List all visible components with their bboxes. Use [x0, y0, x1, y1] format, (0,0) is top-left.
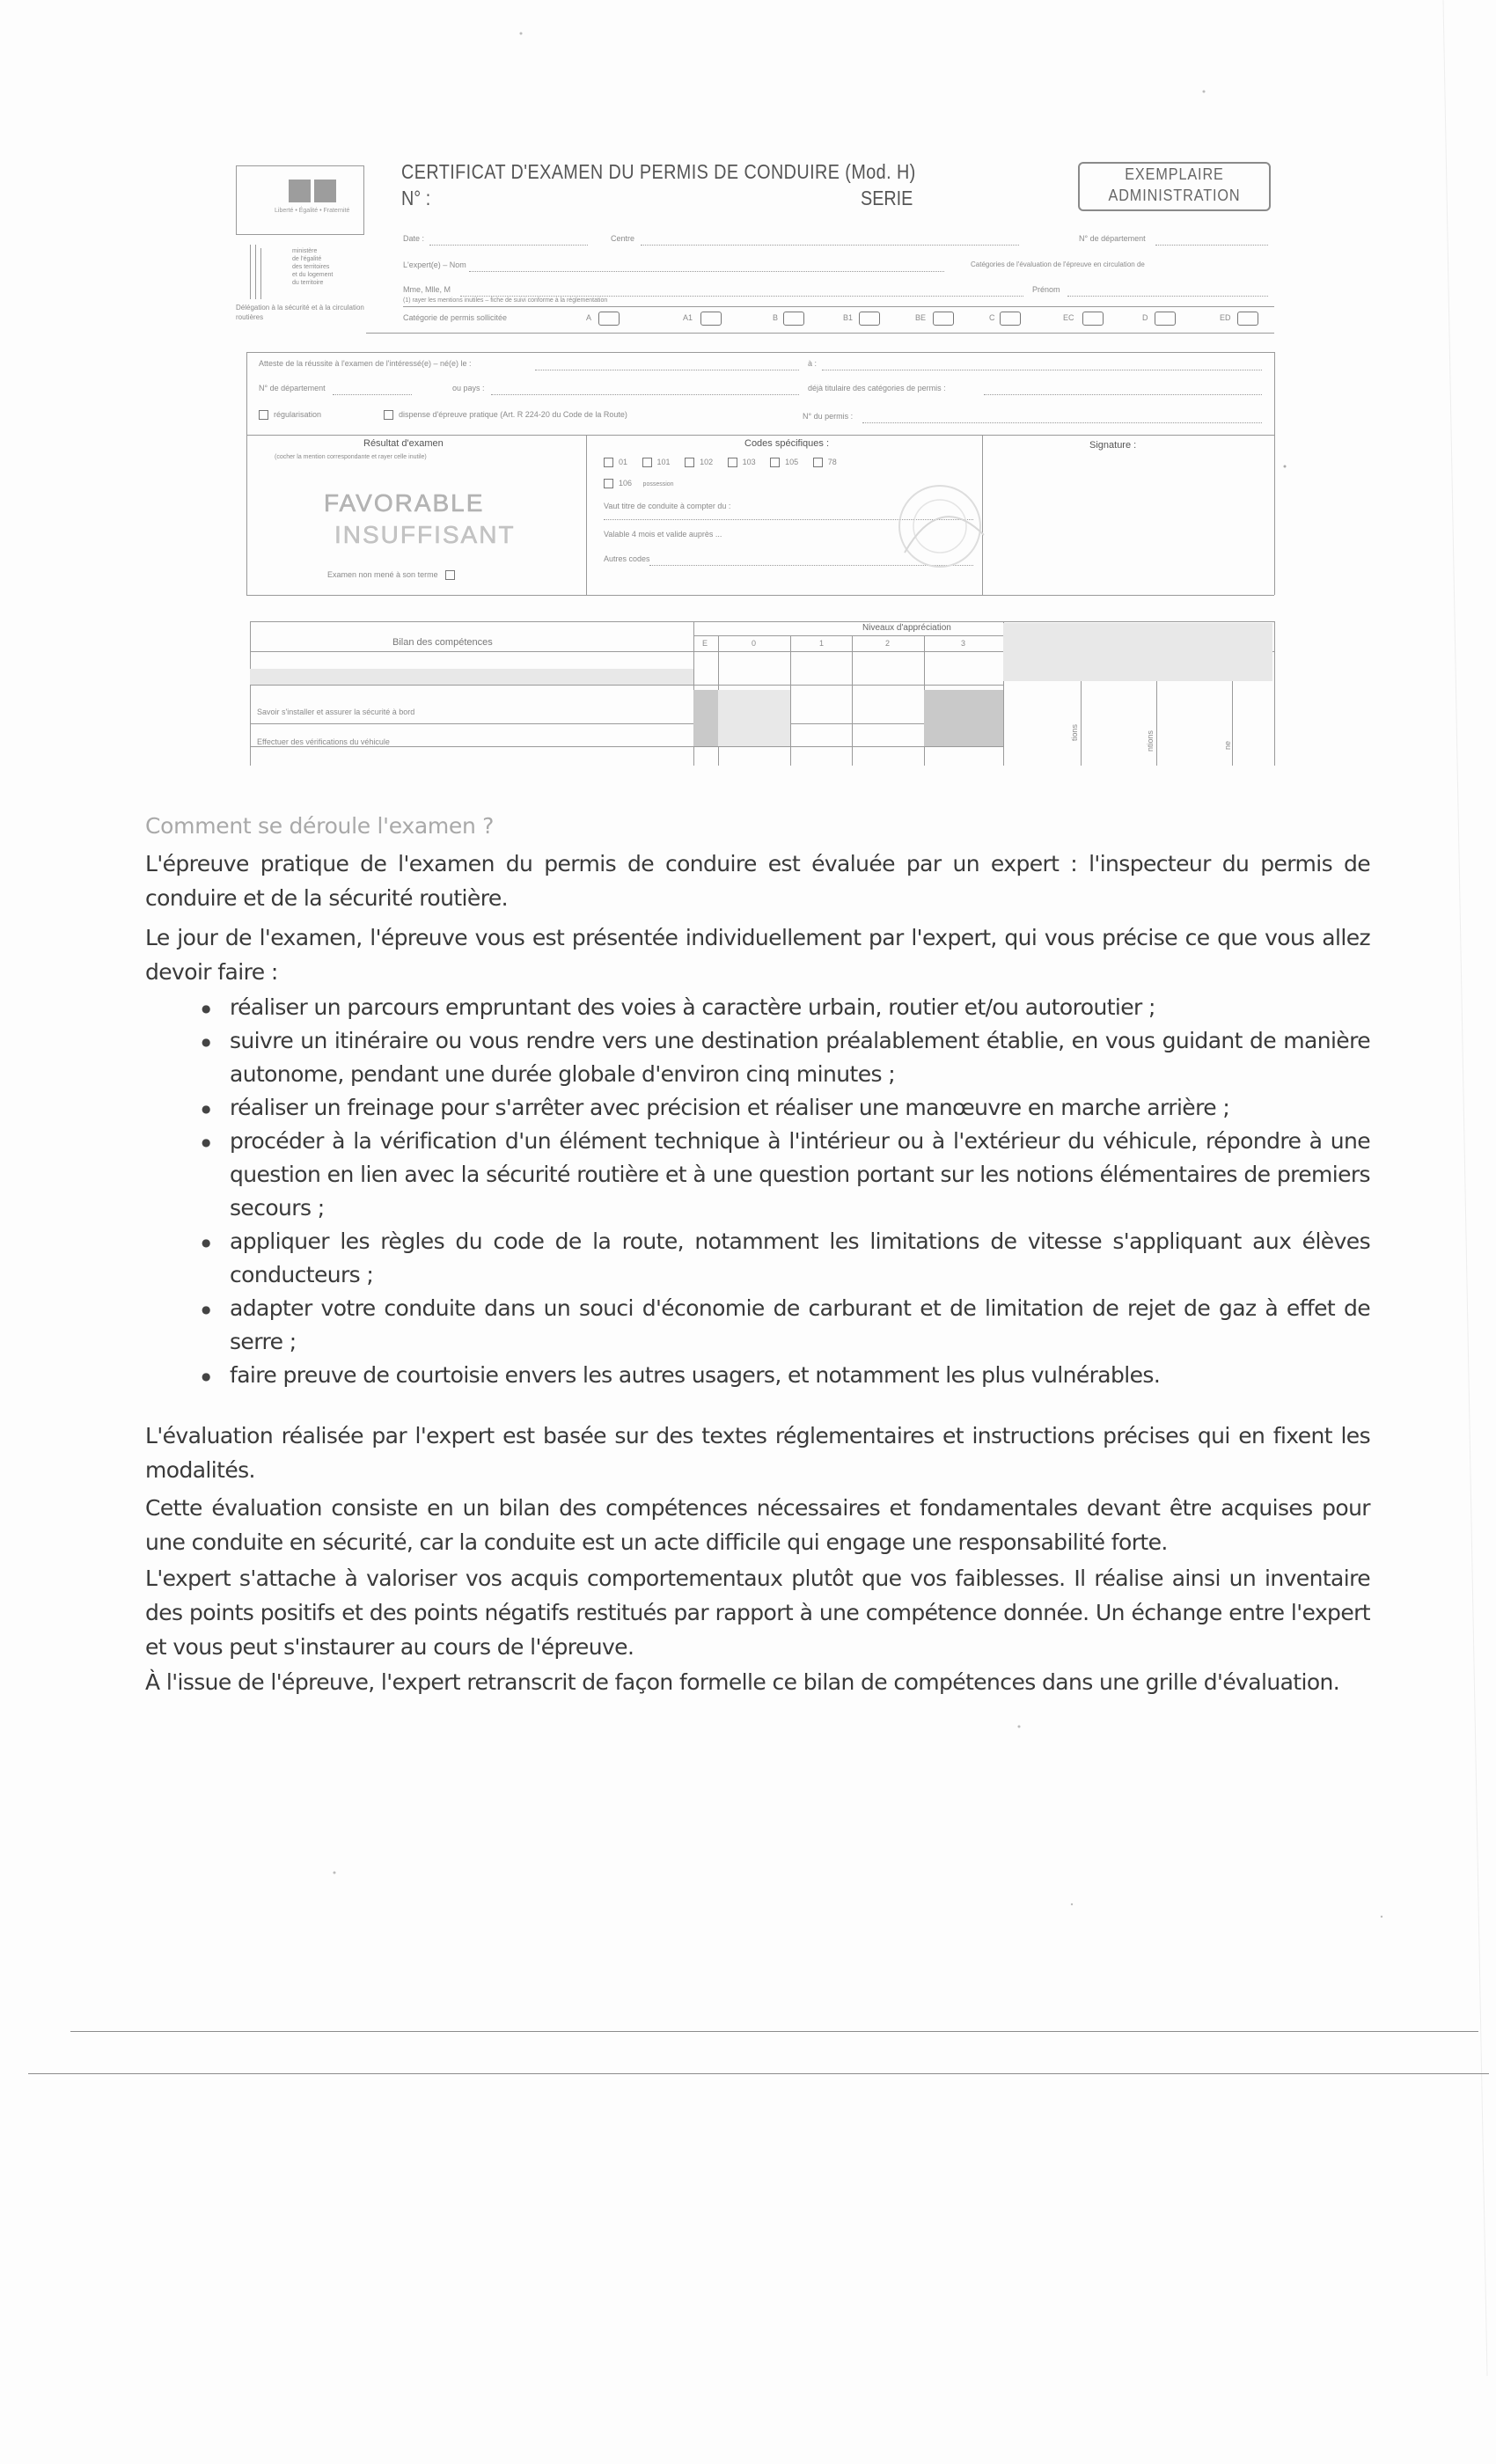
- bottom-rule-2: [28, 2073, 1489, 2074]
- bilan-header: Bilan des compétences: [392, 637, 493, 648]
- niveaux-header: Niveaux d'appréciation: [862, 623, 951, 633]
- cat-a1-checkbox: [700, 312, 722, 326]
- cat-c-checkbox: [1000, 312, 1021, 326]
- list-item: ● suivre un itinéraire ou vous rendre vers une destination préalablement établie, en vous guidant de manière autonome, pendant une durée globale d'environ cinq minutes ;: [198, 1024, 1370, 1091]
- list-item: ● réaliser un parcours empruntant des voies à caractère urbain, routier et/ou autoroutier ;: [198, 991, 1370, 1024]
- list-item: ● appliquer les règles du code de la route, notamment les limitations de vitesse s'appliquant aux élèves conducteurs ;: [198, 1225, 1370, 1292]
- bottom-rule: [70, 2031, 1478, 2032]
- form-serie-label: SERIE: [861, 187, 913, 209]
- form-title: CERTIFICAT D'EXAMEN DU PERMIS DE CONDUIRE (Mod. H): [401, 160, 916, 183]
- cat-ed-checkbox: [1237, 312, 1258, 326]
- paragraph-conclusion: À l'issue de l'épreuve, l'expert retranscrit de façon formelle ce bilan de compétences dans une grille d'évaluation.: [145, 1669, 1340, 1695]
- signature-label: Signature :: [1089, 440, 1137, 451]
- delegation-label: Délégation à la sécurité et à la circulation routières: [236, 304, 364, 321]
- paragraph-exam-day: Le jour de l'examen, l'épreuve vous est présentée individuellement par l'expert, qui vous précise ce que vous allez devoir faire :: [145, 925, 1370, 985]
- paragraph-expert: L'expert s'attache à valoriser vos acquis comportementaux plutôt que vos faiblesses. Il réalise ainsi un inventaire des points positifs et des points négatifs restitués par rapport à une compétence donnée. Un échange entre l'expert et vous peut s'instaurer au cours de l'épreuve.: [145, 1566, 1370, 1660]
- list-item: ● réaliser un freinage pour s'arrêter avec précision et réaliser une manœuvre en marche arrière ;: [198, 1091, 1370, 1125]
- cat-b1-checkbox: [859, 312, 880, 326]
- republic-logo: Liberté • Égalité • Fraternité: [262, 174, 363, 218]
- codes-header: Codes spécifiques :: [744, 438, 829, 449]
- insuffisant-mark: INSUFFISANT: [334, 521, 516, 548]
- cat-ec-checkbox: [1082, 312, 1104, 326]
- list-item: ● adapter votre conduite dans un souci d'économie de carburant et de limitation de rejet de gaz à effet de serre ;: [198, 1292, 1370, 1359]
- official-seal: [869, 473, 1010, 579]
- cat-be-checkbox: [933, 312, 954, 326]
- paragraph-competences: Cette évaluation consiste en un bilan des compétences nécessaires et fondamentales devant être acquises pour une conduite en sécurité, car la conduite est un acte difficile qui engage une responsabilité forte.: [145, 1495, 1370, 1555]
- exemplaire-stamp: EXEMPLAIRE ADMINISTRATION: [1078, 162, 1271, 211]
- paragraph-evaluation: L'évaluation réalisée par l'expert est basée sur des textes réglementaires et instructions précises qui en fixent les modalités.: [145, 1423, 1370, 1483]
- cat-d-checkbox: [1155, 312, 1176, 326]
- cat-a-checkbox: [598, 312, 620, 326]
- paragraph-intro: L'épreuve pratique de l'examen du permis de conduire est évaluée par un expert : l'inspecteur du permis de conduire et de la sécurité routière.: [145, 851, 1370, 911]
- cat-b-checkbox: [783, 312, 804, 326]
- result-header: Résultat d'examen: [363, 438, 444, 449]
- favorable-mark: FAVORABLE: [324, 489, 485, 517]
- list-item: ● procéder à la vérification d'un élément technique à l'intérieur ou à l'extérieur du véhicule, répondre à une question en lien avec la sécurité routière et à une question portant sur les notions élémentaires de premiers secours ;: [198, 1125, 1370, 1225]
- exam-certificate-form: Liberté • Égalité • Fraternité ministère de l'égalité des territoires et du logement du territoire Délégation à la sécurité et à la circulation routières CERTIFICAT D'EXAMEN DU PERMIS DE CONDUIRE (Mod. H) N° : SERIE EXEMPLAIRE ADMINISTRATION Date : Centre N° de département L'expert(e) – Nom Catégories de l'évaluation de l'épreuve en circulation de Mme, Mlle, M Prénom (1) rayer les mentions inutiles – fiche de suivi conforme à la réglementation Catégorie de permis sollicitée A A1 B B1 BE C EC D ED Atteste de la réussite à l'examen de l'intéressé(e) – né(e) le : à : N° de département ou pays : déjà titulaire des catégories de permis : régularisation dispense d'épreuve pratique (Art. R 224-20 du Code de la Route) N° du permis : Résultat d'examen (cocher la mention correspondante et rayer celle inutile) FAVORABLE INSUFFISANT Examen non mené à son terme Codes spécifiques : 01 101 102 103 105 78 106 possession Vaut titre de conduite à compter du : Valable 4 mois et valide auprès ... Autres codes Signature : Bilan des compétences Niveaux d'appréciation E 0 1 2 3 Savoir s'installer et assurer la sécurité à bord Effectuer des vérifications du véhicule tions ntions ne: [236, 157, 1274, 766]
- section-heading: Comment se déroule l'examen ?: [145, 813, 495, 839]
- form-number-label: N° :: [401, 187, 431, 209]
- task-list: [198, 991, 1370, 1392]
- list-item: ● faire preuve de courtoisie envers les autres usagers, et notamment les plus vulnérables.: [198, 1359, 1370, 1392]
